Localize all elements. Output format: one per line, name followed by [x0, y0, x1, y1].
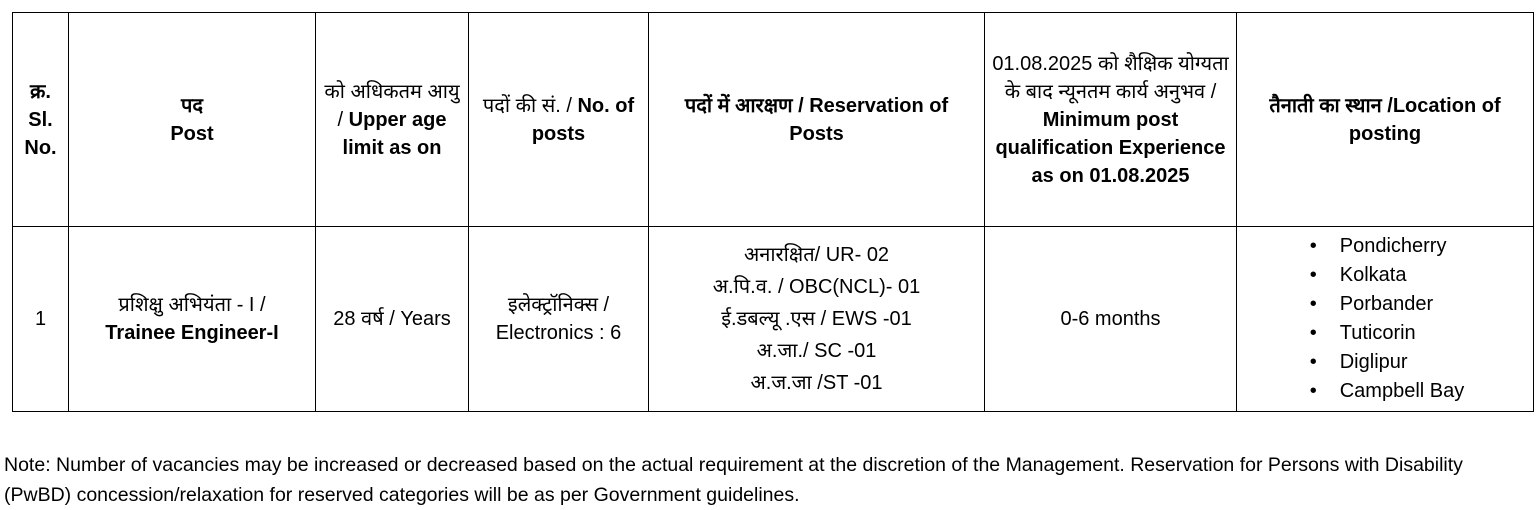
list-item: • Kolkata: [1306, 261, 1465, 290]
cell-reservation: [649, 227, 985, 412]
header-no-of-posts: [469, 13, 649, 227]
footnote: Note: Number of vacancies may be increased or decreased based on the actual requirement at the discretion of the Management. Reservation for Persons with Disability (PwBD) concession/relaxation for reserved categories will be as per Government guidelines.: [4, 454, 1463, 506]
header-experience-hindi: 01.08.2025 को शैक्षिक योग्यता के बाद न्यूनतम कार्य अनुभव /: [992, 52, 1229, 103]
location-list: [1306, 232, 1465, 406]
header-post: [69, 13, 316, 227]
list-item: • Porbander: [1306, 290, 1465, 319]
header-sl-no: [13, 13, 69, 227]
list-item: • Campbell Bay: [1306, 377, 1465, 406]
header-row: [13, 13, 1534, 227]
table-row: [13, 227, 1534, 412]
list-item: • Pondicherry: [1306, 232, 1465, 261]
list-item: • Diglipur: [1306, 348, 1465, 377]
header-age-hindi: को अधिकतम आयु /: [324, 80, 460, 131]
header-post-english: Post: [170, 122, 214, 145]
header-experience: [985, 13, 1237, 227]
reservation-st: अ.ज.जा /ST -01: [750, 372, 883, 394]
cell-sl-no: 1: [13, 227, 69, 412]
header-reservation: [649, 13, 985, 227]
header-post-hindi: पद: [181, 94, 203, 117]
header-age-limit: [316, 13, 469, 227]
list-item: • Tuticorin: [1306, 319, 1465, 348]
post-english: Trainee Engineer-I: [105, 322, 279, 344]
reservation-ur: अनारक्षित/ UR- 02: [743, 244, 890, 266]
header-experience-english: Minimum post qualification Experience as on 01.08.2025: [995, 108, 1226, 187]
post-hindi: प्रशिक्षु अभियंता - I /: [118, 294, 266, 316]
cell-no-of-posts: [469, 227, 649, 412]
header-posts-english: No. of posts: [531, 94, 635, 145]
header-age-english: Upper age limit as on: [342, 108, 447, 159]
header-posts-hindi: पदों की सं. /: [482, 94, 578, 117]
cell-experience: 0-6 months: [985, 227, 1237, 412]
vacancy-table: [12, 12, 1534, 412]
cell-age: 28 वर्ष / Years: [316, 227, 469, 412]
header-location: [1237, 13, 1534, 227]
reservation-obc: अ.पि.व. / OBC(NCL)- 01: [712, 276, 921, 298]
reservation-sc: अ.जा./ SC -01: [756, 340, 877, 362]
posts-line-2: Electronics : 6: [495, 322, 622, 344]
reservation-ews: ई.डबल्यू .एस / EWS -01: [721, 308, 912, 330]
header-sl-no-text: क्र. Sl. No.: [24, 80, 57, 159]
header-location-text: तैनाती का स्थान /Location of posting: [1269, 94, 1501, 145]
posts-line-1: इलेक्ट्रॉनिक्स /: [507, 294, 610, 316]
header-reservation-text: पदों में आरक्षण / Reservation of Posts: [684, 94, 949, 145]
cell-post: [69, 227, 316, 412]
cell-location: [1237, 227, 1534, 412]
